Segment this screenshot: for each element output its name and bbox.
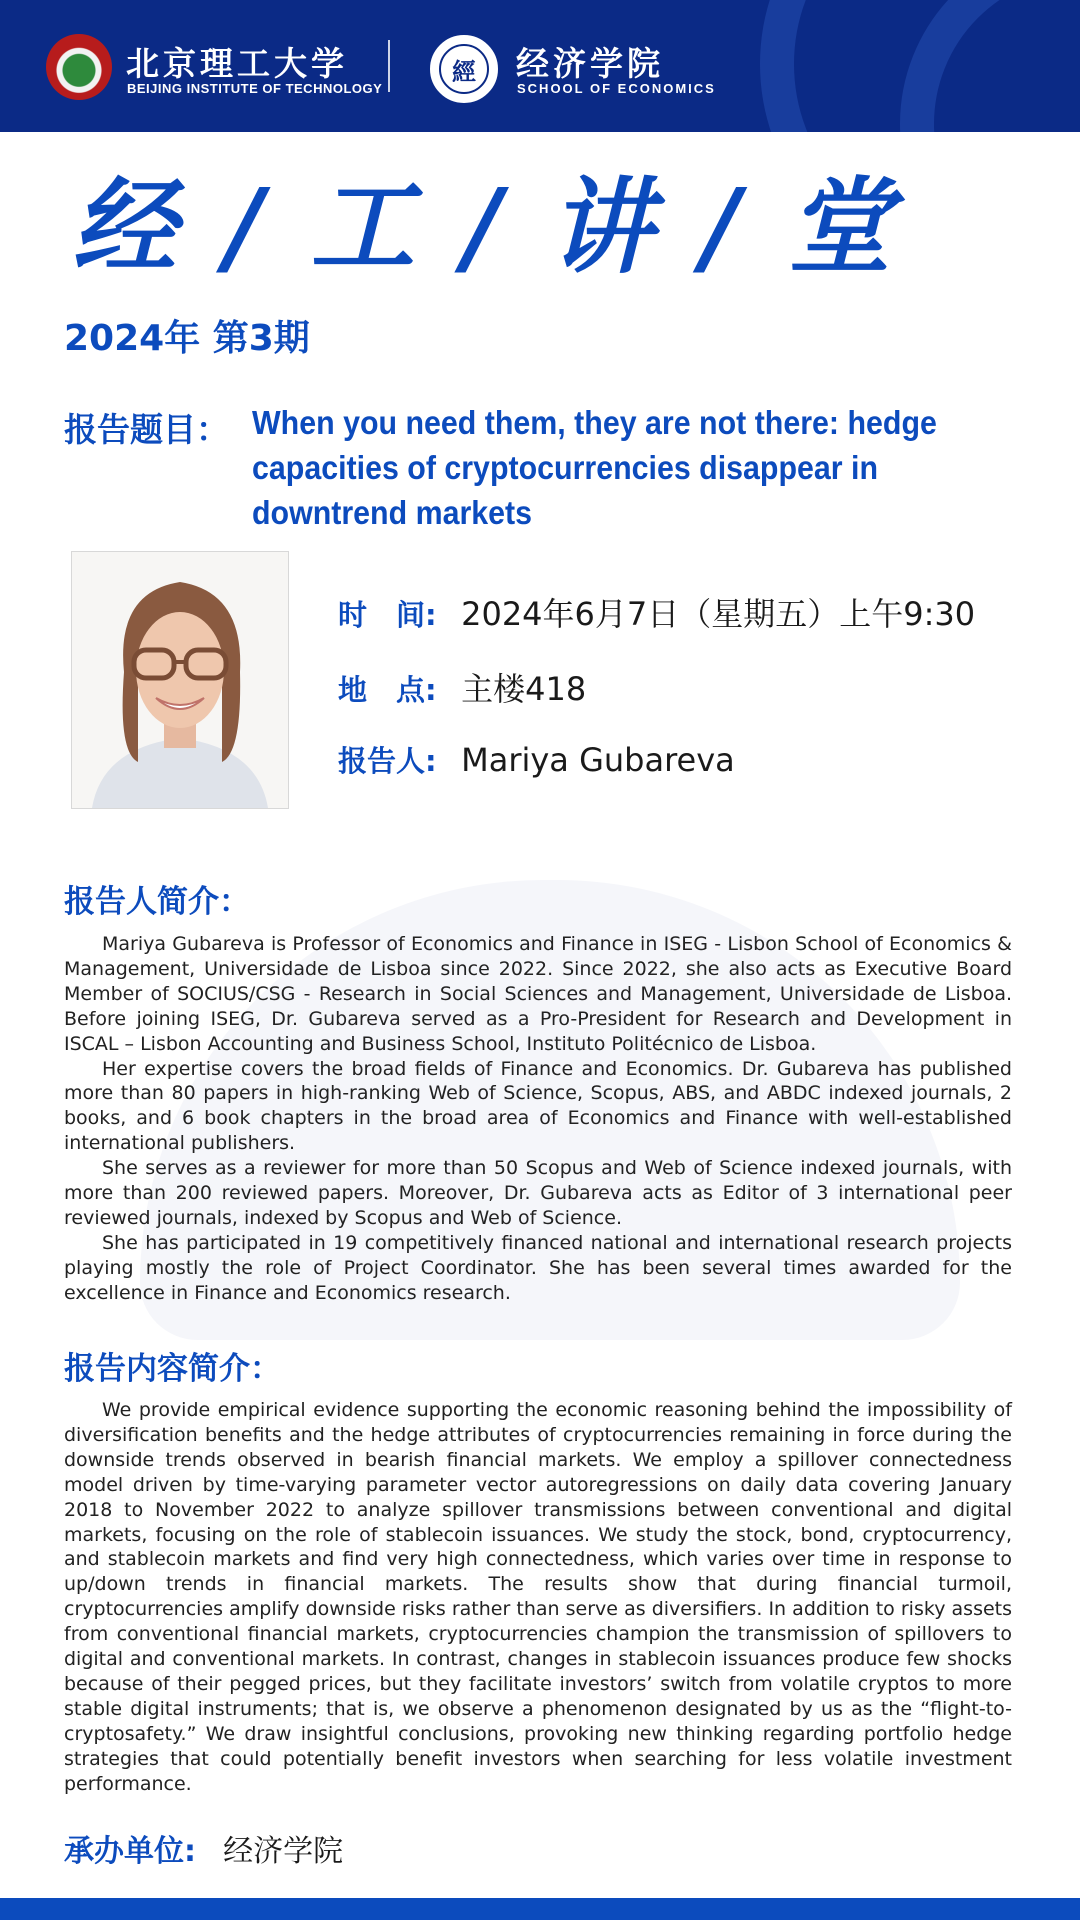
university-name-en: BEIJING INSTITUTE OF TECHNOLOGY (127, 81, 383, 96)
topic-label: 报告题目： (64, 410, 229, 449)
event-place-row (338, 664, 586, 710)
host-value: 经济学院 (223, 1834, 344, 1869)
time-value: 2024年6月7日（星期五）上午9:30 (461, 595, 976, 633)
school-logo-icon (430, 35, 498, 103)
series-title: 经 / 工 / 讲 / 堂 (72, 165, 898, 288)
school-name-cn: 经济学院 (516, 44, 664, 83)
event-time-row (338, 589, 975, 635)
host-row (64, 1826, 343, 1870)
event-speaker-row (338, 739, 735, 780)
time-label: 时 间: (338, 598, 437, 632)
host-label: 承办单位: (64, 1834, 196, 1869)
abstract-section-title: 报告内容简介： (64, 1351, 281, 1387)
speaker-portrait-icon (72, 552, 288, 808)
abstract-paragraph: We provide empirical evidence supporting the economic reasoning behind the impossibility of diversification benefits and the hedge attributes of cryptocurrencies remaining in force during the downside trends observed in bearish financial markets. We employ a spillover connectedness model driven by time-varying parameter vector autoregressions on daily data covering January 2018 to November 2022 to analyze spillover transmissions between conventional and digital markets, focusing on the role of stablecoin issuances. We study the stock, bond, cryptocurrency, and stablecoin markets and find very high connectedness, which varies over time in response to up/down trends in financial markets. The results show that during financial turmoil, cryptocurrencies amplify downside risks rather than serve as diversifiers. In addition to risky assets from conventional financial markets, cryptocurrencies champion the transmission of spillovers to digital and conventional markets. In contrast, changes in stablecoin issuances produce few shocks because of their pegged prices, but they facilitate investors’ switch from volatile cryptos to more stable digital instruments; that is, we observe a phenomenon designated by us as the “flight-to-cryptosafety.” We draw insightful conclusions, provoking new thinking regarding portfolio hedge strategies that could potentially benefit investors when searching for less volatile investment performance. (64, 1399, 1012, 1795)
university-name-cn: 北京理工大学 (126, 44, 348, 83)
bio-paragraph: She has participated in 19 competitively financed national and international research projects playing mostly the role of Project Coordinator. She has been several times awarded for the excellence in Finance and Economics research. (64, 1231, 1012, 1304)
place-label: 地 点: (338, 673, 437, 707)
abstract-text (64, 1398, 1012, 1797)
bio-paragraph: Mariya Gubareva is Professor of Economics and Finance in ISEG - Lisbon School of Economics & Management, Universidade de Lisboa since 2022. Since 2022, she also acts as Executive Board Member of SOCIUS/CSG - Research in Social Sciences and Management, Universidade de Lisboa. Before joining ISEG, Dr. Gubareva served as a Pro-President for Research and Development in ISCAL – Lisbon Accounting and Business School, Instituto Politécnico de Lisboa. (64, 933, 1012, 1055)
speaker-label: 报告人: (338, 744, 437, 778)
header-banner (0, 0, 1080, 132)
bio-text (64, 932, 1012, 1306)
speaker-photo (71, 551, 289, 809)
bio-section-title: 报告人简介： (64, 884, 250, 920)
issue-number: 2024年 第3期 (64, 318, 310, 359)
header-divider (388, 40, 390, 92)
school-logo-glyph: 經 (439, 44, 489, 94)
bit-logo-icon (46, 34, 112, 100)
bio-paragraph: Her expertise covers the broad fields of Finance and Economics. Dr. Gubareva has published more than 80 papers in high-ranking Web of Science, Scopus, ABS, and ABDC indexed journals, 2 books, and 6 book chapters in the broad area of Economics and Finance with well-established international publishers. (64, 1057, 1012, 1155)
school-name-en: SCHOOL OF ECONOMICS (517, 81, 716, 96)
speaker-name: Mariya Gubareva (461, 741, 735, 779)
bio-paragraph: She serves as a reviewer for more than 50 Scopus and Web of Science indexed journals, with more than 200 reviewed papers. Moreover, Dr. Gubareva acts as Editor of 3 international peer reviewed journals, indexed by Scopus and Web of Science. (64, 1157, 1012, 1229)
footer-bar (0, 1898, 1080, 1920)
topic-title: When you need them, they are not there: hedge capacities of cryptocurrencies disappear in downtrend markets (252, 404, 937, 531)
place-value: 主楼418 (461, 670, 587, 708)
